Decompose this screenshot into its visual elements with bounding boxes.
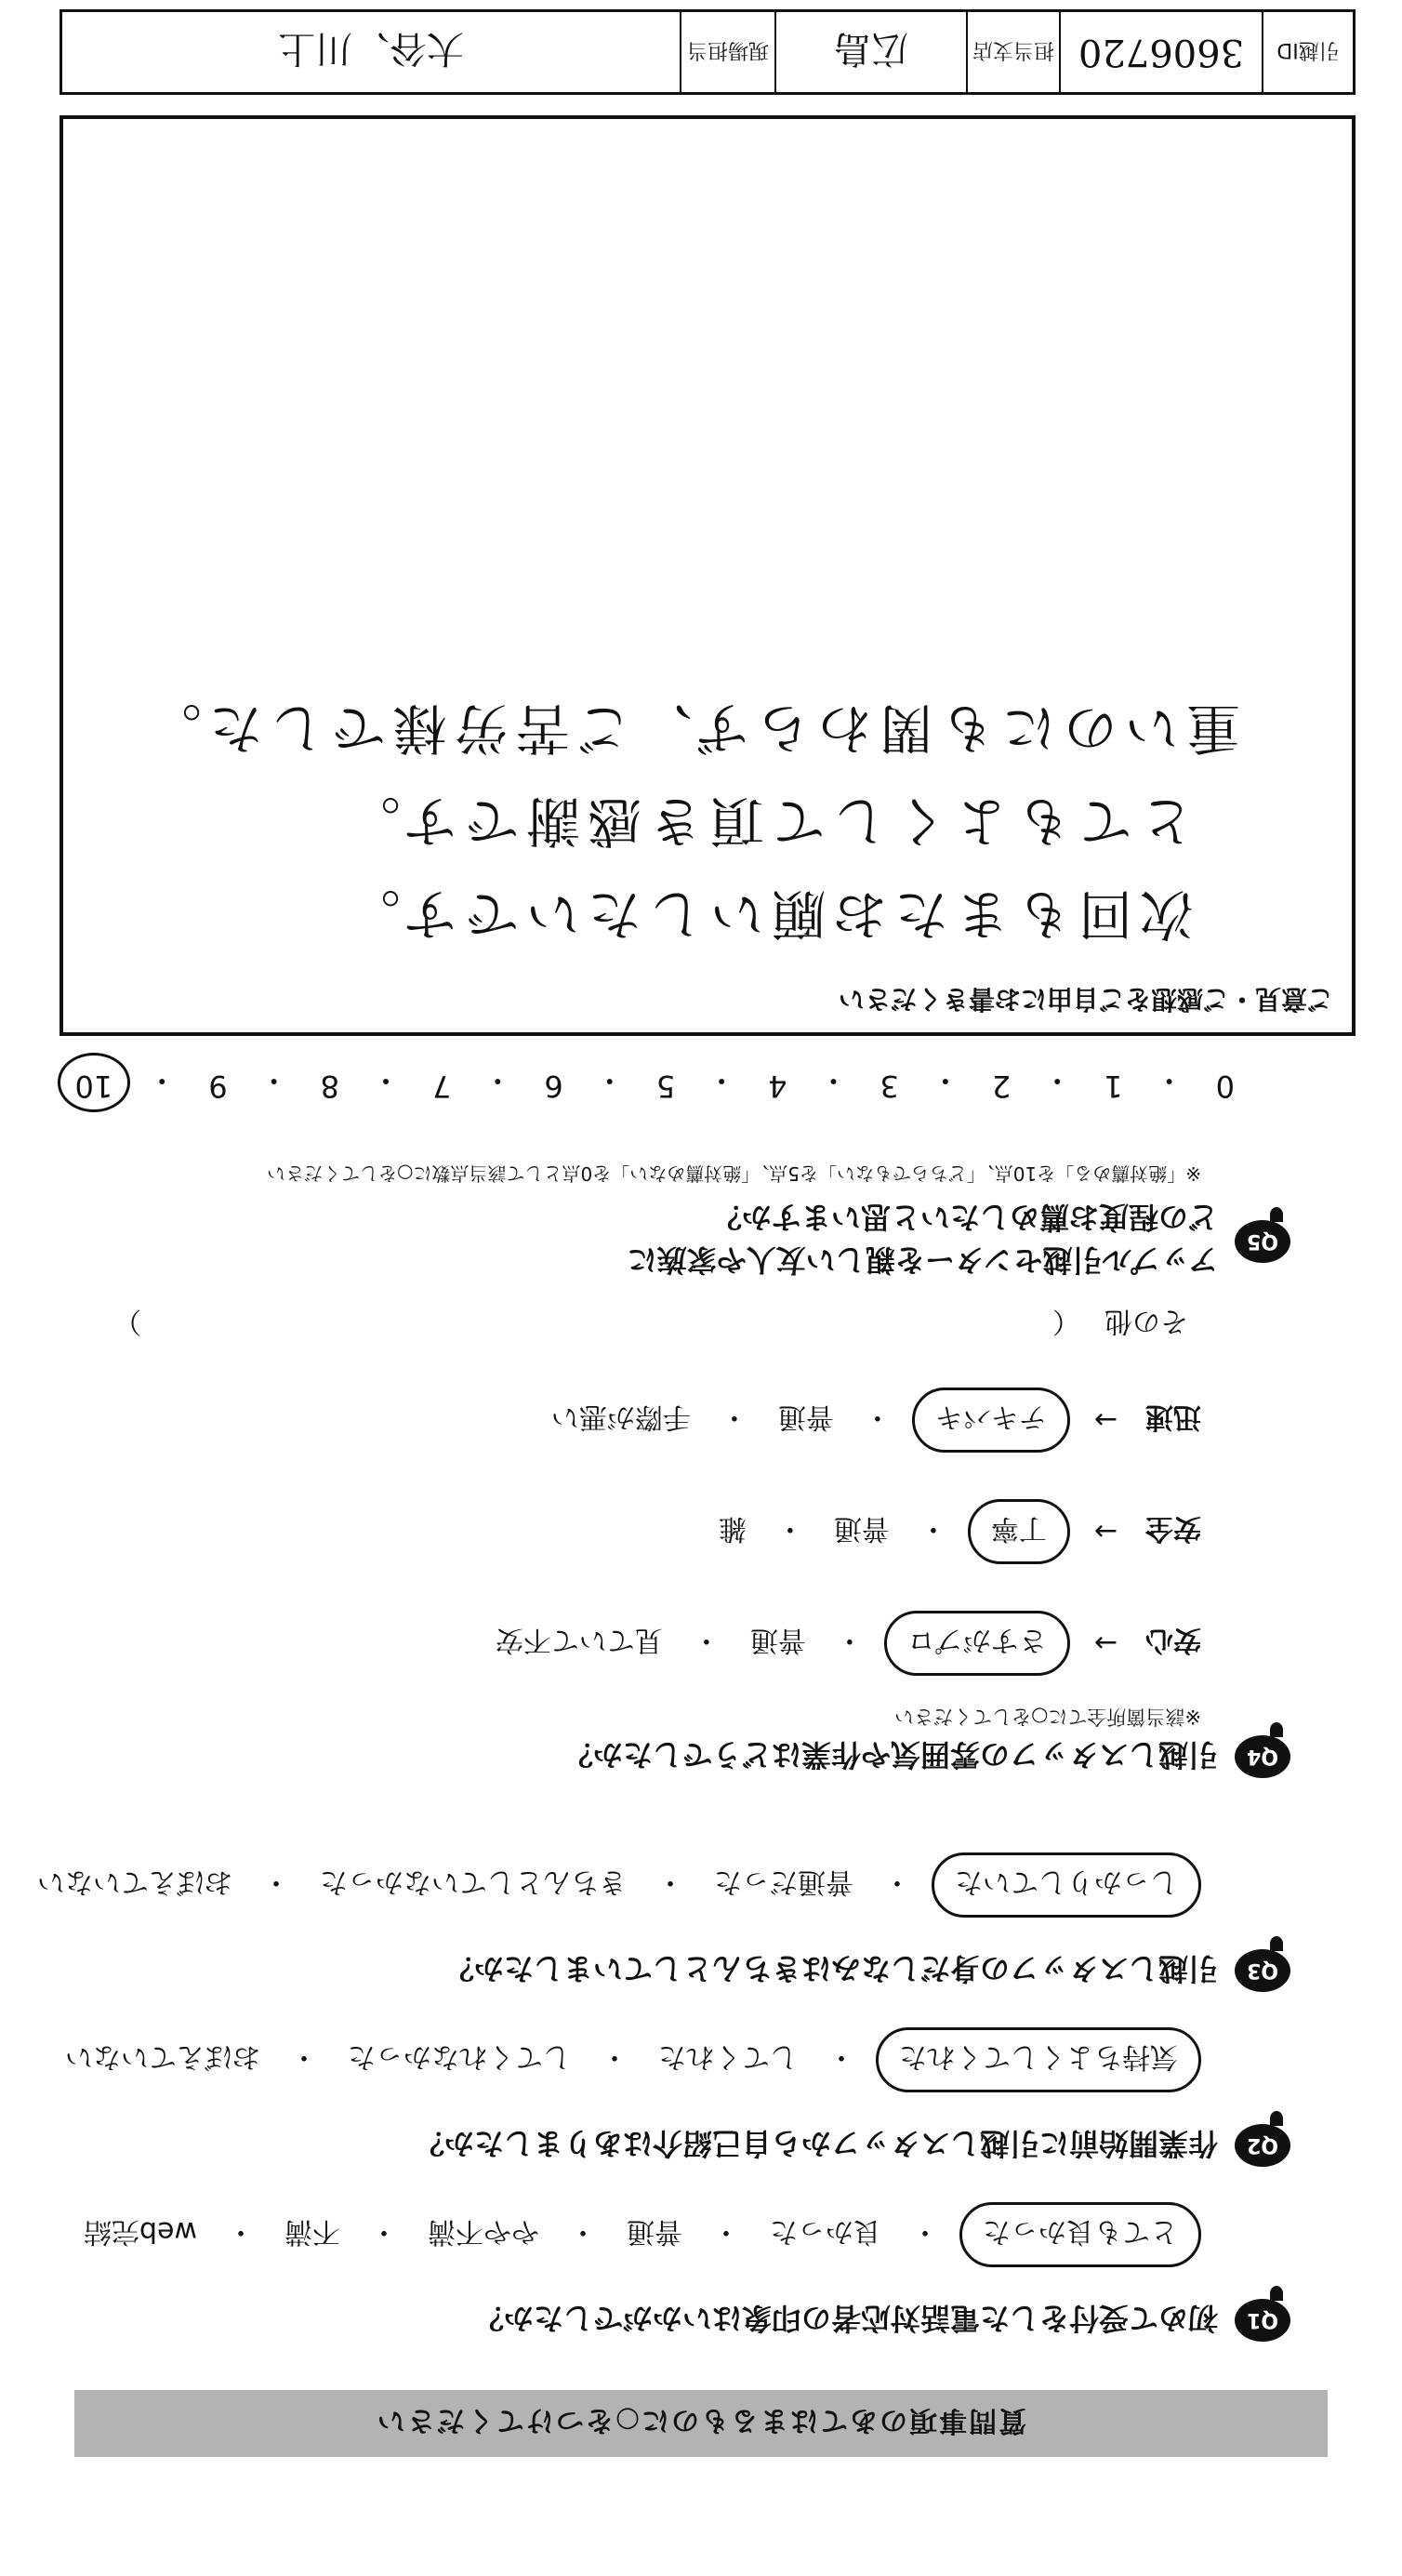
question-1 (84, 2202, 1290, 2342)
scale-6[interactable]: 6 (544, 1069, 563, 1104)
q2-option-did-not[interactable]: してくれなかった (348, 2040, 571, 2073)
instruction-banner: 質問事項のあてはまるものに○をつけてください (74, 2390, 1328, 2457)
q3-option-dont-remember[interactable]: おぼえていない (37, 1866, 232, 1898)
scale-10[interactable]: 10 (58, 1053, 131, 1112)
q4-row-speed: 迅速 → テキパキ ・ 普通 ・ 手際が悪い (84, 1388, 1201, 1453)
q3-options: しっかりしていた ・ 普通だった ・ きちんとしていなかった ・ おぼえていない (84, 1852, 1201, 1918)
q3-option-neat[interactable]: しっかりしていた (932, 1852, 1201, 1918)
q1-text: 初めて受付をした電話対応者の印象はいかがでしたか？ (473, 2301, 1218, 2336)
q4-option-normal[interactable]: 普通 (749, 1624, 806, 1656)
q4-other-label: その他 (1104, 1305, 1188, 1337)
q4-option-clumsy[interactable]: 手際が悪い (550, 1401, 691, 1433)
q4-row-label: 安心 (1145, 1624, 1201, 1656)
leader-label-cell (680, 12, 774, 92)
comment-line-1: 次回もまたお願いしたいです。 (338, 883, 1194, 946)
q2-option-did[interactable]: してくれた (658, 2040, 798, 2073)
comment-line-3: 重いのにも関わらず、ご苦労様でした。 (139, 697, 1240, 760)
q4-other-open: （ (1052, 1305, 1080, 1337)
q3-option-not-neat[interactable]: きちんとしていなかった (320, 1866, 627, 1898)
id-label-cell (1262, 12, 1353, 92)
scale-4[interactable]: 4 (768, 1069, 787, 1104)
q4-row-label: 安全 (1145, 1512, 1201, 1545)
q4-row-reassurance: 安心 → さすがプロ ・ 普通 ・ 見ていて不安 (84, 1611, 1201, 1676)
comment-line-2: とてもよくして頂き感謝です。 (338, 790, 1194, 853)
scale-9[interactable]: 9 (208, 1069, 228, 1104)
branch-label: 担当支店 (972, 38, 1055, 62)
scale-8[interactable]: 8 (320, 1069, 339, 1104)
q4-option-brisk[interactable]: テキパキ (912, 1388, 1070, 1453)
q5-text-line1: アップル引越センターを親しい友人や家族に (627, 1242, 1218, 1278)
branch-label-cell (966, 12, 1059, 92)
question-4 (84, 1304, 1290, 1778)
q2-options: 気持ちよくしてくれた ・ してくれた ・ してくれなかった ・ おぼえていない (84, 2027, 1201, 2092)
q4-option-normal[interactable]: 普通 (833, 1512, 890, 1545)
q5-text-line2: どの程度お薦めしたいと思いますか？ (711, 1200, 1218, 1235)
q1-option-very-good[interactable]: とても良かった (959, 2202, 1201, 2267)
q4-text: 引越しスタッフの雰囲気や作業はどうでしたか？ (562, 1737, 1218, 1773)
q5-note: ※「絶対薦める」を10点、「どちらでもない」を5点、「絶対薦めない」を0点として該当点数に○をしてください (267, 1162, 1201, 1185)
q4-other-close: ） (113, 1305, 141, 1337)
id-label: 引越ID (1276, 38, 1340, 62)
question-3 (37, 1852, 1290, 1992)
scale-1[interactable]: 1 (1104, 1069, 1123, 1104)
comment-box[interactable] (60, 115, 1356, 1036)
q1-option-unsatisfied[interactable]: 不満 (284, 2215, 340, 2248)
q1-option-somewhat-unsatisfied[interactable]: やや不満 (428, 2215, 539, 2248)
q4-row-label: 迅速 (1145, 1401, 1201, 1433)
scale-3[interactable]: 3 (880, 1069, 899, 1104)
branch-value-cell (774, 12, 966, 92)
q4-option-pro[interactable]: さすがプロ (884, 1611, 1070, 1676)
scale-2[interactable]: 2 (991, 1069, 1012, 1104)
id-value: 3606720 (1078, 31, 1245, 73)
q1-option-good[interactable]: 良かった (770, 2215, 881, 2248)
q2-option-dont-remember[interactable]: おぼえていない (65, 2040, 260, 2073)
q2-badge: Q2 (1235, 2124, 1290, 2167)
id-value-cell (1059, 12, 1262, 92)
scale-5[interactable]: 5 (655, 1069, 676, 1104)
q3-option-normal[interactable]: 普通だった (714, 1866, 853, 1898)
q5-badge: Q5 (1235, 1220, 1290, 1263)
leader-value: 大谷、川上 (278, 27, 464, 71)
leader-label: 現場担当 (687, 38, 770, 62)
q1-option-normal[interactable]: 普通 (627, 2215, 682, 2248)
q2-option-pleasant[interactable]: 気持ちよくしてくれた (876, 2027, 1201, 2092)
question-2 (65, 2027, 1290, 2167)
q4-other (84, 1304, 1188, 1345)
leader-value-cell (62, 12, 680, 92)
scale-0[interactable]: 0 (1215, 1069, 1235, 1104)
q1-option-web[interactable]: web完結 (83, 2215, 197, 2248)
q4-option-rough[interactable]: 雑 (718, 1512, 747, 1545)
q4-row-safety: 安全 → 丁寧 ・ 普通 ・ 雑 (84, 1499, 1201, 1564)
q4-option-normal[interactable]: 普通 (777, 1401, 834, 1433)
q2-text: 作業開始前に引越しスタッフから自己紹介はありましたか？ (414, 2126, 1218, 2161)
scale-7[interactable]: 7 (432, 1069, 452, 1104)
q4-note: ※該当箇所全てに○をしてください (894, 1706, 1201, 1728)
staff-info-table (60, 9, 1356, 95)
q4-option-uneasy[interactable]: 見ていて不安 (495, 1624, 663, 1656)
q4-badge: Q4 (1235, 1735, 1290, 1778)
q3-badge: Q3 (1235, 1949, 1290, 1992)
q3-text: 引越しスタッフの身だしなみはきちんとしていましたか？ (443, 1951, 1218, 1986)
q4-option-careful[interactable]: 丁寧 (968, 1499, 1070, 1564)
question-5 (84, 1162, 1290, 1283)
q1-badge: Q1 (1235, 2299, 1290, 2342)
comment-label: ご意見・ご感想をご自由にお書きください (838, 984, 1333, 1015)
branch-value: 広島 (834, 27, 908, 71)
q1-options: とても良かった ・ 良かった ・ 普通 ・ やや不満 ・ 不満 ・ web完結 (84, 2202, 1201, 2267)
q5-scale: 0 ・ 1 ・ 2 ・ 3 ・ 4 ・ 5 ・ 6 ・ 7 ・ 8 ・ 9 ・ 10 (73, 1061, 1235, 1104)
